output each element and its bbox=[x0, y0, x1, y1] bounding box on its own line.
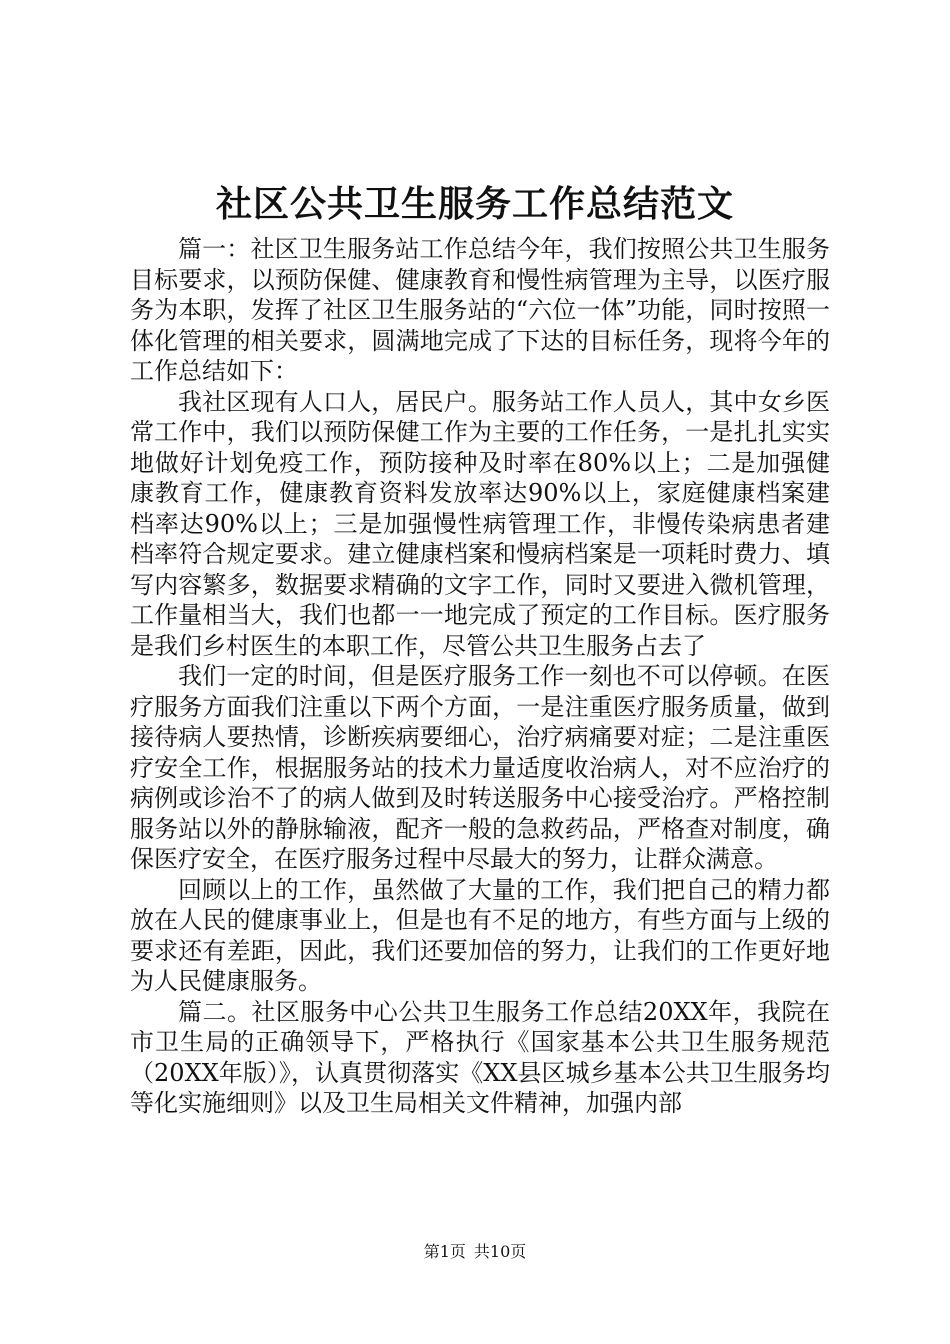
paragraph-3: 我们一定的时间，但是医疗服务工作一刻也不可以停顿。在医疗服务方面我们注重以下两个方面，一是注重医疗服务质量，做到接待病人要热情，诊断疾病要细心，治疗病痛要对症；二是注重医疗安全工作，根据服务站的技术力量适度收治病人，对不应治疗的病例或诊治不了的病人做到及时转送服务中心接受治疗。严格控制服务站以外的静脉输液，配齐一般的急救药品，严格查对制度，确保医疗安全，在医疗服务过程中尽最大的努力，让群众满意。 bbox=[130, 662, 830, 873]
page-number: 第1页 bbox=[423, 1242, 466, 1261]
paragraph-2: 我社区现有人口人，居民户。服务站工作人员人，其中女乡医常工作中，我们以预防保健工作为主要的工作任务，一是扎扎实实地做好计划免疫工作，预防接种及时率在80%以上；二是加强健康教育工作，健康教育资料发放率达90%以上，家庭健康档案建档率达90%以上；三是加强慢性病管理工作，非慢传染病患者建档率符合规定要求。建立健康档案和慢病档案是一项耗时费力、填写内容繁多，数据要求精确的文字工作，同时又要进入微机管理，工作量相当大，我们也都一一地完成了预定的工作目标。医疗服务是我们乡村医生的本职工作，尽管公共卫生服务占去了 bbox=[130, 387, 830, 660]
page-footer bbox=[0, 1242, 950, 1262]
paragraph-5: 篇二。社区服务中心公共卫生服务工作总结20XX年，我院在市卫生局的正确领导下，严格执行《国家基本公共卫生服务规范（20XX年版）》，认真贯彻落实《XX县区城乡基本公共卫生服务均等化实施细则》以及卫生局相关文件精神，加强内部 bbox=[130, 997, 830, 1117]
document-body bbox=[130, 234, 830, 1119]
paragraph-1: 篇一：社区卫生服务站工作总结今年，我们按照公共卫生服务目标要求，以预防保健、健康教育和慢性病管理为主导，以医疗服务为本职，发挥了社区卫生服务站的“六位一体”功能，同时按照一体化管理的相关要求，圆满地完成了下达的目标任务，现将今年的工作总结如下： bbox=[130, 235, 830, 385]
paragraph-4: 回顾以上的工作，虽然做了大量的工作，我们把自己的精力都放在人民的健康事业上，但是也有不足的地方，有些方面与上级的要求还有差距，因此，我们还要加倍的努力，让我们的工作更好地为人民健康服务。 bbox=[130, 875, 830, 995]
page-total: 共10页 bbox=[473, 1242, 527, 1261]
document-title: 社区公共卫生服务工作总结范文 bbox=[215, 183, 734, 225]
